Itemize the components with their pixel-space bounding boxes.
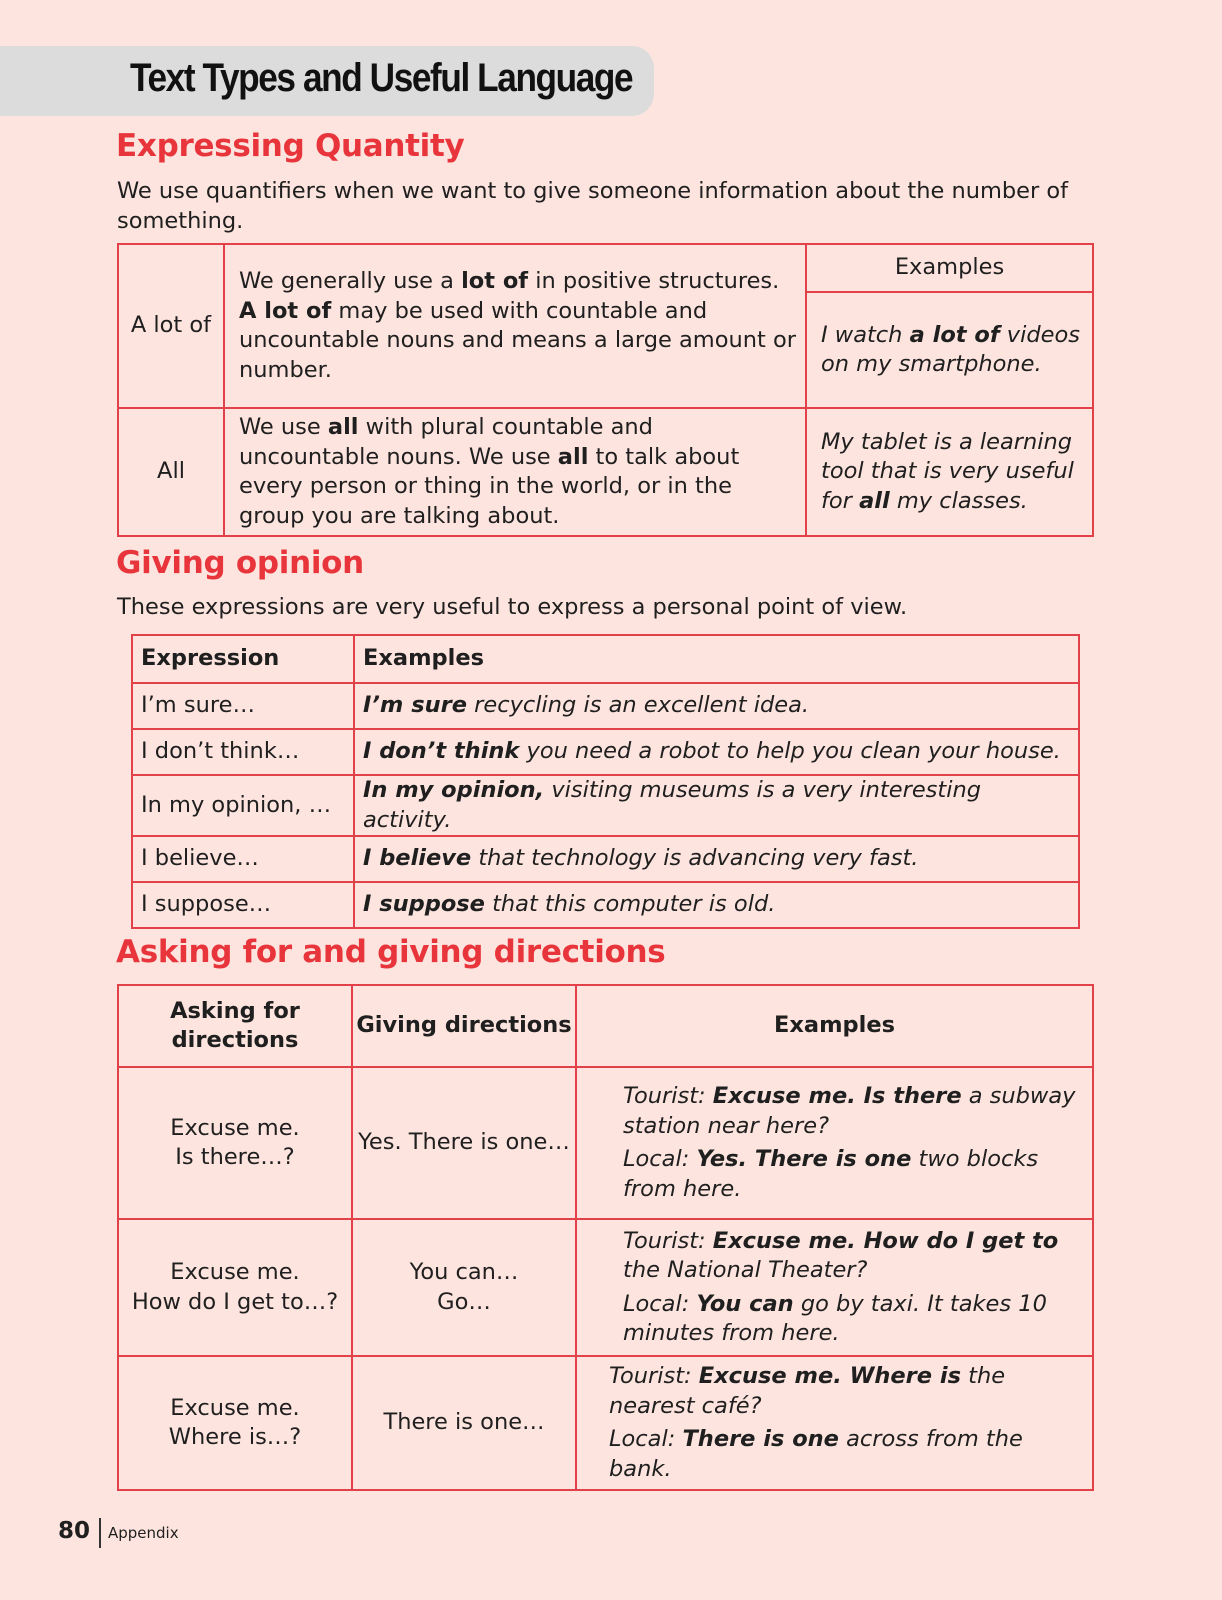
asking-cell: Excuse me. How do I get to…? [118, 1219, 352, 1356]
expression-column-header: Expression [132, 635, 354, 683]
section-intro-quantity: We use quantifiers when we want to give someone information about the number of something. [117, 178, 1069, 234]
expression-cell: I’m sure… [132, 683, 354, 729]
example-dialogue: Tourist: Excuse me. Is there a subway station near here? Local: Yes. There is one two blocks from here. [576, 1067, 1093, 1219]
example-dialogue: Tourist: Excuse me. Where is the nearest café? Local: There is one across from the bank. [576, 1356, 1093, 1490]
table-row [118, 1219, 1093, 1356]
table-row [132, 775, 1079, 836]
quantifier-description: We generally use a lot of in positive structures. A lot of may be used with countable and uncountable nouns and means a large amount or number. [224, 244, 806, 408]
example-dialogue: Tourist: Excuse me. How do I get to the National Theater? Local: You can go by taxi. It takes 10 minutes from here. [576, 1219, 1093, 1356]
quantifier-example: I watch a lot of videos on my smartphone. [806, 292, 1093, 408]
table-row [132, 683, 1079, 729]
quantifier-label: All [118, 408, 224, 536]
section-heading-opinion: Giving opinion [116, 545, 364, 581]
examples-column-header: Examples [806, 244, 1093, 292]
giving-cell: There is one… [352, 1356, 576, 1490]
opinion-table [131, 634, 1080, 929]
expression-cell: I don’t think… [132, 729, 354, 775]
asking-column-header: Asking for directions [118, 985, 352, 1067]
section-heading-quantity: Expressing Quantity [116, 128, 465, 164]
example-cell: I’m sure recycling is an excellent idea. [354, 683, 1079, 729]
expression-cell: I suppose… [132, 882, 354, 928]
table-row [132, 836, 1079, 882]
quantifier-description: We use all with plural countable and uncountable nouns. We use all to talk about every person or thing in the world, or in the group you are talking about. [224, 408, 806, 536]
table-row [132, 882, 1079, 928]
footer-divider [99, 1518, 101, 1548]
example-cell: I suppose that this computer is old. [354, 882, 1079, 928]
expression-cell: In my opinion, … [132, 775, 354, 836]
quantifier-label: A lot of [118, 244, 224, 408]
giving-cell: You can… Go… [352, 1219, 576, 1356]
section-intro-opinion: These expressions are very useful to express a personal point of view. [117, 594, 908, 620]
examples-column-header: Examples [576, 985, 1093, 1067]
examples-column-header: Examples [354, 635, 1079, 683]
footer-label: Appendix [108, 1524, 179, 1542]
asking-cell: Excuse me. Is there…? [118, 1067, 352, 1219]
page-title: Text Types and Useful Language [130, 56, 633, 100]
giving-column-header: Giving directions [352, 985, 576, 1067]
quantifier-example: My tablet is a learning tool that is very useful for all my classes. [806, 408, 1093, 536]
asking-cell: Excuse me. Where is…? [118, 1356, 352, 1490]
table-row [118, 1356, 1093, 1490]
section-heading-directions: Asking for and giving directions [116, 934, 666, 970]
example-cell: In my opinion, visiting museums is a very interesting activity. [354, 775, 1079, 836]
example-cell: I believe that technology is advancing very fast. [354, 836, 1079, 882]
giving-cell: Yes. There is one… [352, 1067, 576, 1219]
table-row [118, 1067, 1093, 1219]
page-number: 80 [58, 1518, 91, 1544]
quantifiers-table [117, 243, 1094, 537]
expression-cell: I believe… [132, 836, 354, 882]
directions-table [117, 984, 1094, 1491]
example-cell: I don’t think you need a robot to help you clean your house. [354, 729, 1079, 775]
table-row [132, 729, 1079, 775]
